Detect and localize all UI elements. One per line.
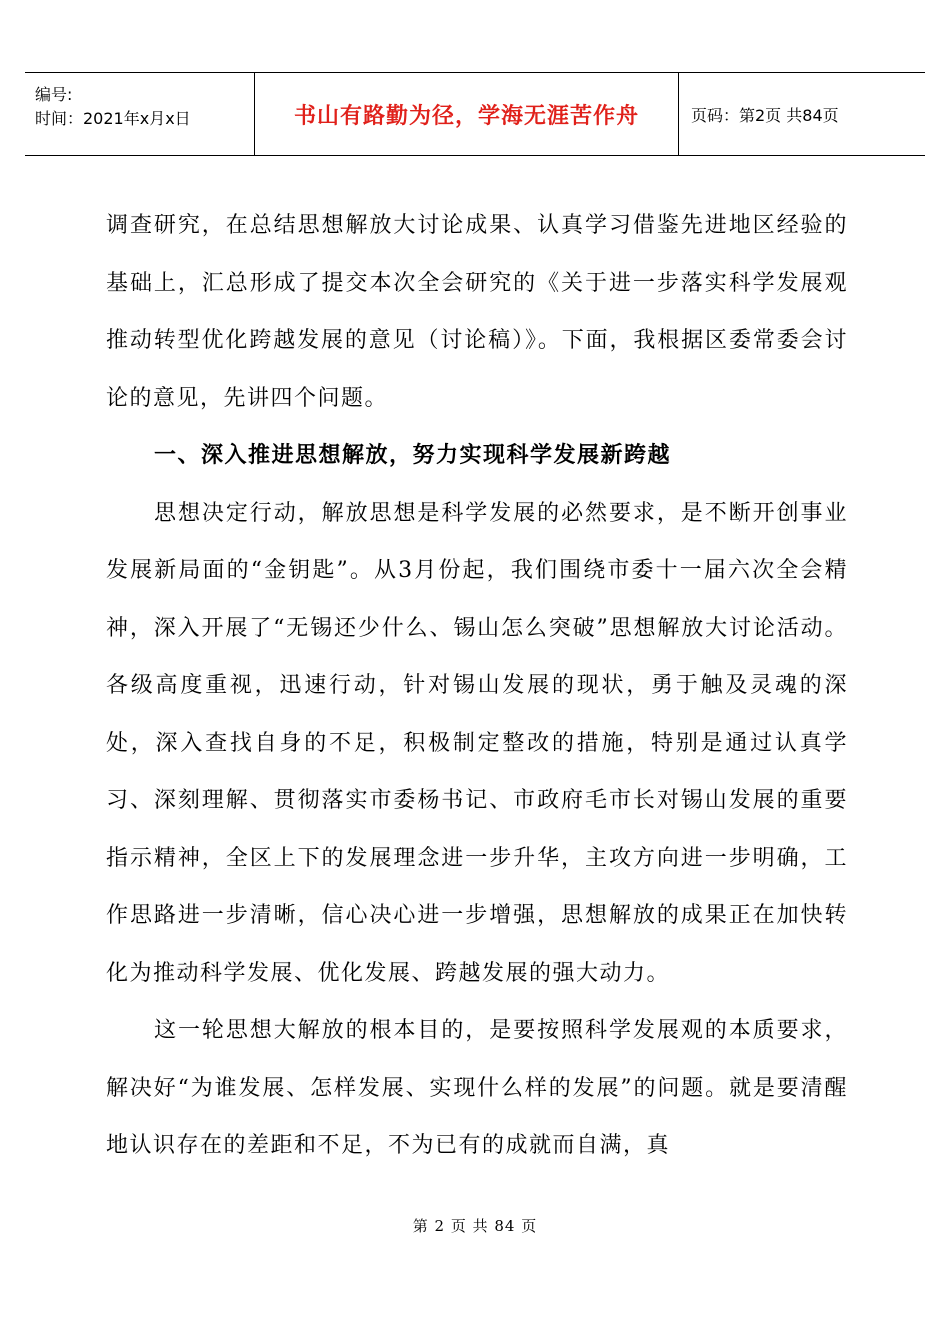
header-motto xyxy=(254,73,679,155)
header-page-info xyxy=(679,73,925,155)
paragraph: 这一轮思想大解放的根本目的，是要按照科学发展观的本质要求，解决好“为谁发展、怎样发展、实现什么样的发展”的问题。就是要清醒地认识存在的差距和不足，不为已有的成就而自满，真 xyxy=(106,1018,848,1158)
page-footer: 第 2 页 共 84 页 xyxy=(412,1217,538,1235)
document-time-label: 时间：2021年x月x日 xyxy=(35,109,191,128)
document-number-label: 编号: xyxy=(35,85,73,104)
motto-text: 书山有路勤为径，学海无涯苦作舟 xyxy=(293,103,639,129)
page-header xyxy=(25,72,925,156)
document-body xyxy=(106,197,848,1175)
paragraph-continuation: 调查研究，在总结思想解放大讨论成果、认真学习借鉴先进地区经验的基础上，汇总形成了提交本次全会研究的《关于进一步落实科学发展观推动转型优化跨越发展的意见（讨论稿）》。下面，我根据区委常委会讨论的意见，先讲四个问题。 xyxy=(106,213,848,411)
paragraph: 思想决定行动，解放思想是科学发展的必然要求，是不断开创事业发展新局面的“金钥匙”。从3月份起，我们围绕市委十一届六次全会精神，深入开展了“无锡还少什么、锡山怎么突破”思想解放大讨论活动。各级高度重视，迅速行动，针对锡山发展的现状，勇于触及灵魂的深处，深入查找自身的不足，积极制定整改的措施，特别是通过认真学习、深刻理解、贯彻落实市委杨书记、市政府毛市长对锡山发展的重要指示精神，全区上下的发展理念进一步升华，主攻方向进一步明确，工作思路进一步清晰，信心决心进一步增强，思想解放的成果正在加快转化为推动科学发展、优化发展、跨越发展的强大动力。 xyxy=(106,500,848,986)
page-info-text: 页码：第2页 共84页 xyxy=(691,105,839,125)
header-meta xyxy=(25,73,254,155)
section-heading: 一、深入推进思想解放，努力实现科学发展新跨越 xyxy=(154,443,672,468)
